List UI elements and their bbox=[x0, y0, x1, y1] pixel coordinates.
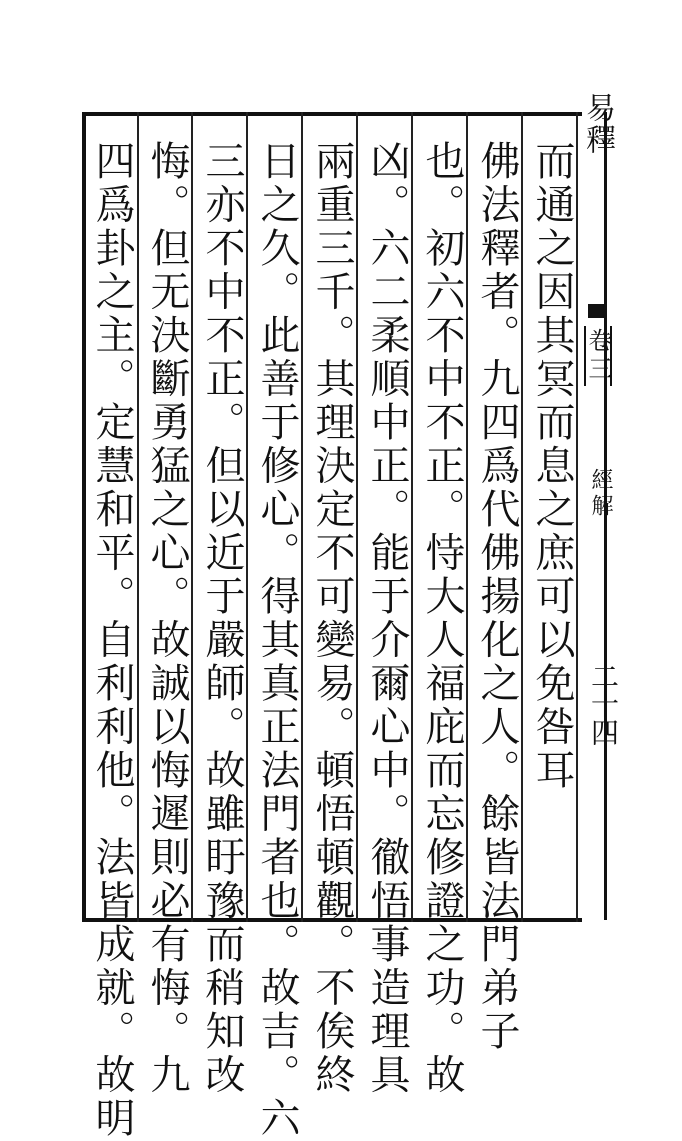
volume-label: 卷三 bbox=[584, 328, 612, 384]
column-rule bbox=[411, 112, 413, 922]
book-title: 易釋 bbox=[580, 92, 615, 156]
text-column-6: 日之久。此善于修心。得其真正法門者也。故吉。六 bbox=[254, 140, 300, 1141]
column-rule bbox=[191, 112, 193, 922]
column-rule bbox=[356, 112, 358, 922]
column-rule bbox=[576, 112, 578, 922]
text-column-2: 佛法釋者。九四爲代佛揚化之人。餘皆法門弟子 bbox=[474, 140, 520, 1054]
text-column-5: 兩重三千。其理決定不可變易。頓悟頓觀。不俟終 bbox=[309, 140, 355, 1097]
page-number: 二十四 bbox=[587, 662, 620, 746]
text-column-3: 也。初六不中不正。恃大人福庇而忘修證之功。故 bbox=[419, 140, 465, 1097]
section-label: 經解 bbox=[588, 468, 613, 520]
column-rule bbox=[246, 112, 248, 922]
column-rule bbox=[301, 112, 303, 922]
fish-tail-mark-icon bbox=[588, 304, 604, 318]
column-rule bbox=[521, 112, 523, 922]
text-column-1: 而通之因其冥而息之庶可以免咎耳 bbox=[529, 140, 575, 793]
text-column-7: 三亦不中不正。但以近于嚴師。故雖盱豫而稍知改 bbox=[199, 140, 245, 1097]
text-column-4: 凶。六二柔順中正。能于介爾心中。徹悟事造理具 bbox=[364, 140, 410, 1097]
text-column-8: 悔。但无決斷勇猛之心。故誠以悔遲則必有悔。九 bbox=[144, 140, 190, 1097]
column-rule bbox=[466, 112, 468, 922]
column-rule bbox=[137, 112, 139, 922]
text-column-9: 四爲卦之主。定慧和平。自利利他。法皆成就。故明 bbox=[89, 140, 135, 1141]
